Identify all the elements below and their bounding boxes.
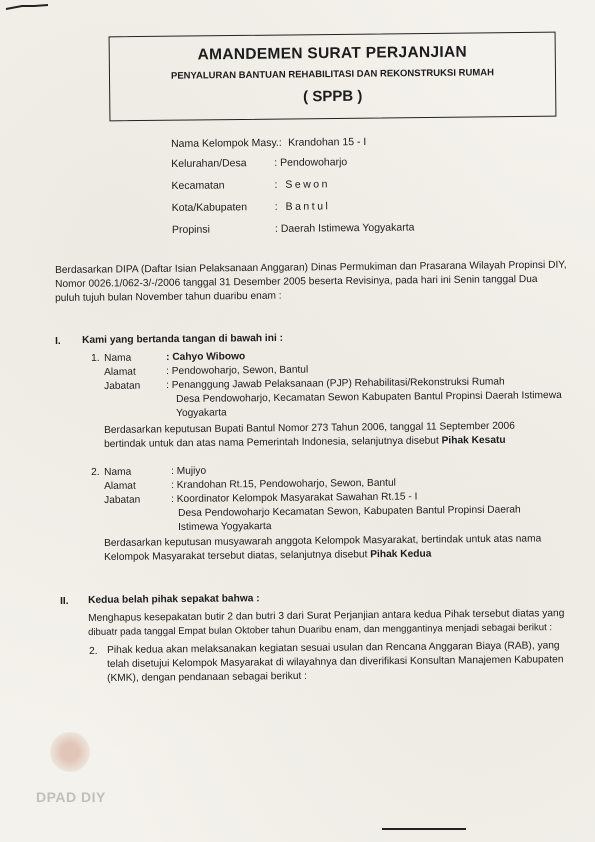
intro-line-2: Nomor 0026.1/062-3/-/2006 tanggal 31 Desember 2005 beserta Revisinya, pada hari ini Senin tanggal Dua — [55, 273, 538, 290]
party-2-designation: Pihak Kedua — [370, 548, 432, 561]
party-1-jabatan-line-3: Yogyakarta — [176, 407, 227, 419]
intro-line-1: Berdasarkan DIPA (Daftar Isian Pelaksanaan Anggaran) Dinas Permukiman dan Prasarana Wilayah Propinsi DIY, — [55, 259, 567, 276]
party-1-alamat-value: : Pendowoharjo, Sewon, Bantul — [166, 364, 309, 377]
section-2-number: II. — [60, 595, 69, 607]
party-2-nama-label: Nama — [104, 466, 132, 478]
section-2-para-line-1: Menghapus kesepakatan butir 2 dan butri 3 dari Surat Perjanjian antara kedua Pihak tersebut diatas yang — [88, 608, 565, 624]
section-1-number: I. — [55, 335, 61, 347]
party-2-nama-value: : Mujiyo — [171, 465, 207, 477]
party-2-number: 2. — [91, 466, 100, 478]
identity-label: Propinsi — [171, 223, 210, 236]
watermark: DPAD DIY — [36, 789, 106, 805]
party-2-jabatan-line-2: Desa Pendowoharjo Kecamatan Sewon, Kabupaten Bantul Propinsi Daerah — [178, 504, 521, 519]
pen-mark-icon — [4, 0, 50, 12]
identity-label: Nama Kelompok Masy.: — [171, 136, 282, 150]
bottom-rule — [382, 828, 466, 830]
party-2-jabatan-line-3: Istimewa Yogyakarta — [178, 521, 272, 533]
identity-label: Kota/Kabupaten — [171, 201, 248, 214]
document-subtitle: PENYALURAN BANTUAN REHABILITASI DAN REKONSTRUKSI RUMAH — [170, 67, 495, 82]
intro-line-3: puluh tujuh bulan November tahun duaribu enam : — [55, 290, 282, 304]
section-1-heading: Kami yang bertanda tangan di bawah ini : — [82, 332, 284, 346]
party-1-jabatan-line-1: : Penanggung Jawab Pelaksanaan (PJP) Rehabilitasi/Rekonstruksi Rumah — [166, 376, 505, 391]
section-2-para-line-2: dibuatr pada tanggal Empat bulan Oktober tahun Duaribu enam, dan menggantinya menjadi sebagai berikut : — [88, 622, 553, 638]
party-2-basis-text: Kelompok Masyarakat tersebut diatas, selanjutnya disebut — [104, 549, 371, 563]
faded-stamp-icon — [50, 732, 90, 772]
identity-value: : Sewon — [274, 178, 331, 191]
item-2-line-1: Pihak kedua akan melaksanakan kegiatan sesuai usulan dan Rencana Anggaran Biaya (RAB), yang — [107, 640, 560, 656]
identity-value: : Bantul — [274, 200, 331, 213]
document-header-box — [109, 32, 557, 122]
party-1-jabatan-line-2: Desa Pendowoharjo, Kecamatan Sewon Kabupaten Bantul Propinsi Daerah Istimewa — [176, 389, 562, 405]
section-2-heading: Kedua belah pihak sepakat bahwa : — [88, 593, 260, 606]
item-2-number: 2. — [89, 645, 98, 657]
party-1-nama-value: : Cahyo Wibowo — [166, 351, 246, 363]
party-1-basis-text: bertindak untuk dan atas nama Pemerintah Indonesia, selanjutnya disebut — [104, 435, 442, 450]
item-2-line-2: telah disetujui Kelompok Masyarakat di wilayahnya dan diverifikasi Konsultan Manajemen Kabupaten — [107, 654, 564, 670]
party-1-basis-line-1: Berdasarkan keputusan Bupati Bantul Nomor 273 Tahun 2006, tanggal 11 September 2006 — [104, 420, 515, 436]
identity-label: Kecamatan — [171, 179, 225, 192]
identity-label: Kelurahan/Desa — [171, 157, 247, 170]
document-code: ( SPPB ) — [303, 87, 363, 106]
identity-value: : Pendowoharjo — [274, 156, 348, 169]
party-2-jabatan-line-1: : Koordinator Kelompok Masyarakat Sawahan Rt.15 - I — [171, 491, 418, 505]
party-1-alamat-label: Alamat — [104, 366, 136, 378]
party-2-alamat-value: : Krandohan Rt.15, Pendowoharjo, Sewon, Bantul — [171, 477, 396, 491]
document-title: AMANDEMEN SURAT PERJANJIAN — [197, 43, 467, 64]
item-2-line-3: (KMK), dengan pendanaan sebagai berikut : — [107, 670, 308, 684]
identity-value: : Daerah Istimewa Yogyakarta — [274, 221, 415, 235]
party-2-basis-line-1: Berdasarkan keputusan musyawarah anggota Kelompok Masyarakat, bertindak untuk atas nama — [104, 533, 542, 549]
party-1-nama-label: Nama — [104, 352, 132, 364]
party-1-number: 1. — [91, 352, 100, 364]
party-2-alamat-label: Alamat — [104, 480, 136, 492]
party-2-jabatan-label: Jabatan — [104, 494, 141, 506]
identity-value: Krandohan 15 - I — [287, 135, 367, 149]
party-1-designation: Pihak Kesatu — [441, 434, 506, 447]
party-1-jabatan-label: Jabatan — [104, 380, 141, 392]
